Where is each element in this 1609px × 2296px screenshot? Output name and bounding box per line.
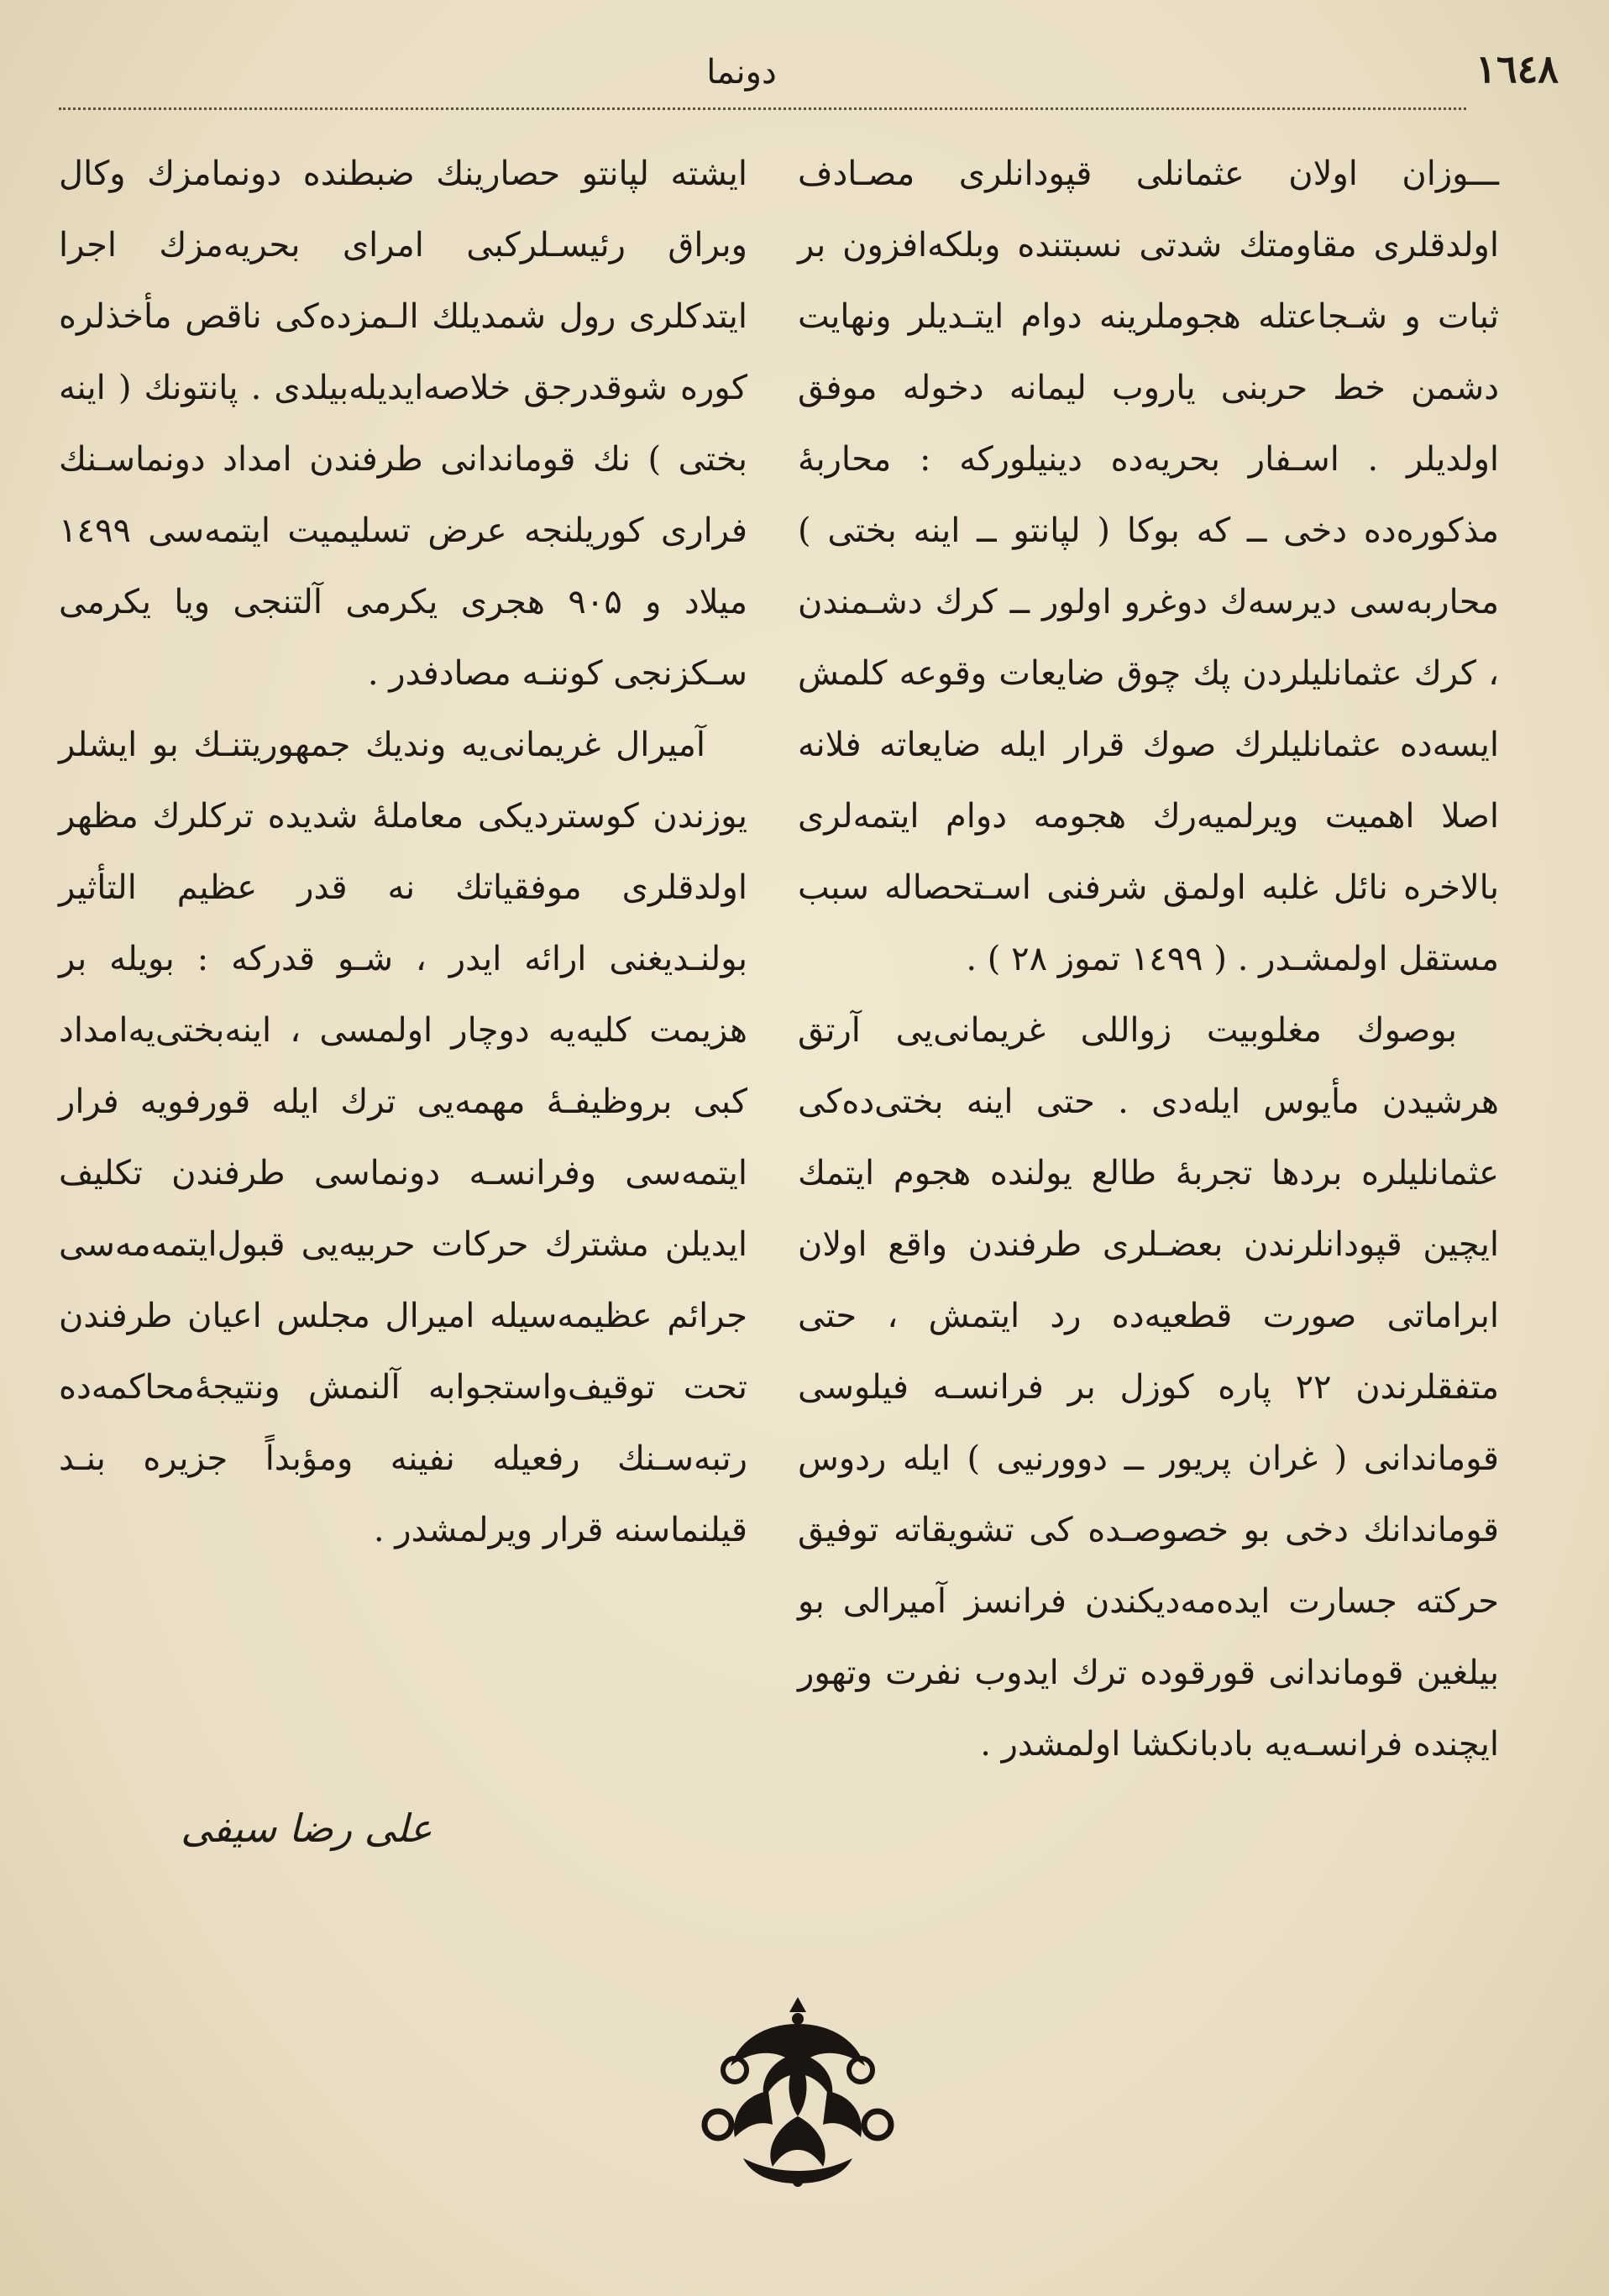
right-text-column [798,139,1499,1780]
floral-ornament-icon [684,1990,911,2192]
running-title: دونما [706,53,777,92]
paragraph: بوصوك مغلوبیت زواللی غریمانی‌یی آرتق هرشیدن مأیوس ایله‌دی . حتی اینه بختی‌ده‌کی عثمانلیلره بردها تجربهٔ طالع یولنده هجوم ایتمك ایچین قپودانلرندن بعضـلری طرفندن واقع اولان ابراماتی صورت قطعیه‌ده رد ایتمش ، حتی متفقلرندن ۲۲ پاره کوزل بر فرانسـه فیلوسی قوماندانی ( غران پریور ــ دوورنیی ) ایله ردوس قوماندانك دخی بو خصوصـده کی تشویقاته توفیق حرکته جسارت ایده‌مه‌دیکندن فرانسز آمیرالی بو بیلغین قوماندانی قورقوده ترك ایدوب نفرت وتهور ایچنده فرانسـه‌یه بادبانکشا اولمشدر . [798,1011,1499,1764]
author-signature: علی رضا سیفی [181,1806,432,1851]
paragraph: ـــوزان اولان عثمانلی قپودانلری مصـادف اولدقلری مقاومتك شدتی نسبتنده وبلکه‌افزون بر ثبات و شـجاعتله هجوملرینه دوام ایتـدیلر ونهایت دشمن خط حربنی یاروب لیمانه دخوله موفق اولدیلر . اسـفار بحریه‌ده دینیلورکه : محاربهٔ مذکوره‌ده دخی ــ که بوکا ( لپانتو ــ اینه بختی ) محاربه‌سی دیرسه‌ك دوغرو اولور ــ کرك دشـمندن ، کرك عثمانلیلردن پك چوق ضایعات وقوعه کلمش ایسه‌ده عثمانلیلرك صوك قرار ایله ضایعاته فلانه اصلا اهمیت ویرلمیه‌رك هجومه دوام ایتمه‌لری بالاخره نائل غلبه اولمق شرفنی اسـتحصاله سبب مستقل اولمشـدر . ( ۱٤۹۹ تموز ۲۸ ) . [798,155,1499,978]
paragraph: آمیرال غریمانی‌یه وندیك جمهوریتنـك بو ایشلر یوزندن کوستردیکی معاملهٔ شدیده ترکلرك مظهر اولدقلری موفقیاتك نه قدر عظیم التأثیر بولنـدیغنی ارائه ایدر ، شـو قدرکه : بویله بر هزیمت کلیه‌یه دوچار اولمسی ، اینه‌بختی‌یه‌امداد کبی بروظیفـهٔ مهمه‌یی ترك ایله قورفویه فرار ایتمه‌سی وفرانسـه دونماسی طرفندن تکلیف ایدیلن مشترك حرکات حربیه‌یی قبول‌ایتمه‌مه‌سی جرائم عظیمه‌سیله امیرال مجلس اعیان طرفندن تحت توقیف‌واستجوابه آلنمش ونتیجهٔ‌محاکمه‌ده رتبه‌سـنك رفعیله نفینه ومؤبداً جزیره بنـد قیلنماسنه قرار ویرلمشدر . [59,726,747,1549]
header-divider [59,107,1466,110]
page-number: ١٦٤٨ [1475,46,1559,92]
left-text-column [59,139,747,1566]
paragraph: ایشته لپانتو حصارینك ضبطنده دونمامزك وکال وبراق رئیسـلرکبی امرای بحریه‌مزك اجرا ایتدکلری رول شمدیلك الـمزده‌کی ناقص مأخذلره کوره شوقدرجق خلاصه‌ایدیله‌بیلدی . پانتونك ( اینه بختی ) نك قوماندانی طرفندن امداد دونماسـنك فراری کوریلنجه عرض تسلیمیت ایتمه‌سی ۱٤۹۹ میلاد و ۹۰۵ هجری یکرمی آلتنجی ویا یکرمی سـکزنجی کوننـه مصادفدر . [59,155,747,693]
page-header [50,46,1559,105]
